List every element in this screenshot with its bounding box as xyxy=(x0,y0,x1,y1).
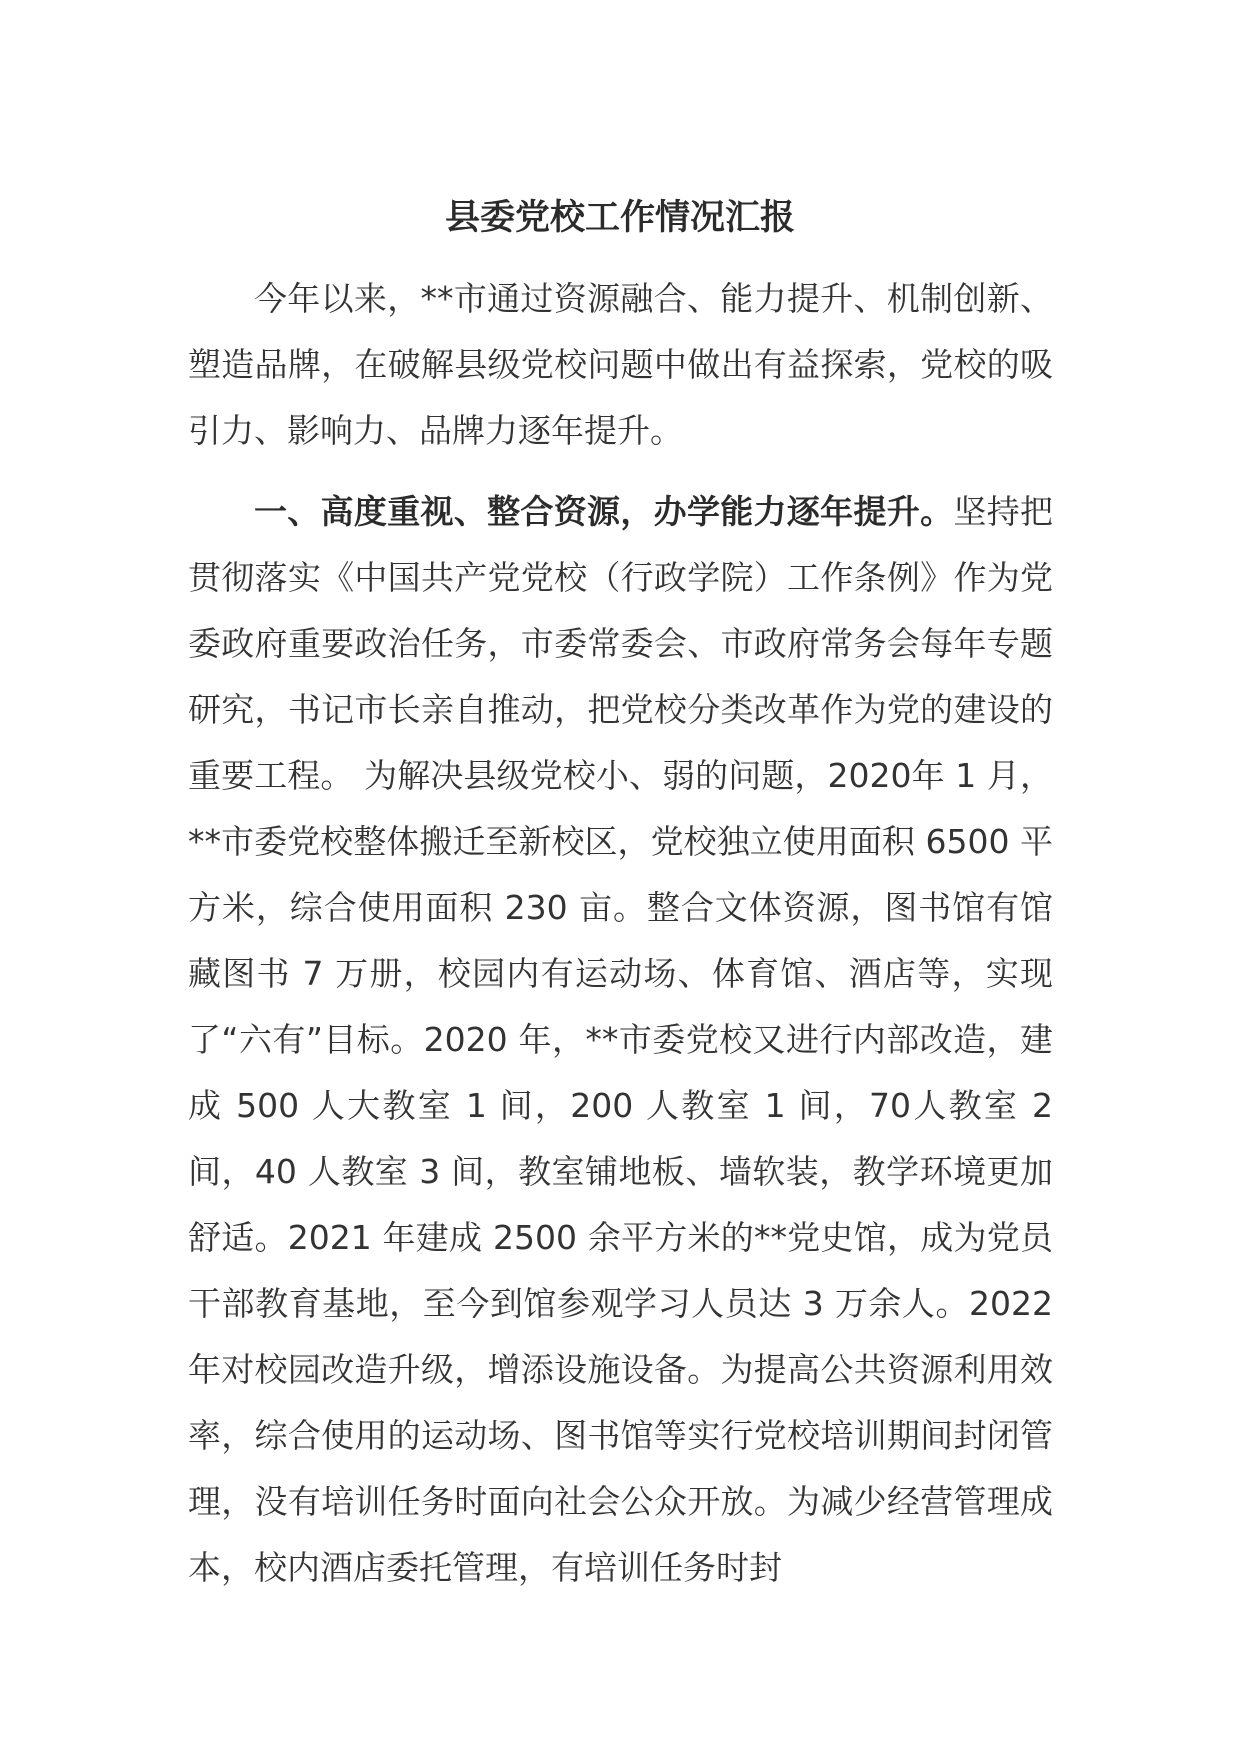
paragraph-intro xyxy=(188,266,1053,464)
paragraph-section-one xyxy=(188,479,1053,1601)
section-one-text: 坚持把贯彻落实《中国共产党党校（行政学院）工作条例》作为党委政府重要政治任务，市委常委会、市政府常务会每年专题研究，书记市长亲自推动，把党校分类改革作为党的建设的重要工程。 为解决县级党校小、弱的问题，2020年 1 月，**市委党校整体搬迁至新校区，党校独立使用面积 6500 平方米，综合使用面积 230 亩。整合文体资源，图书馆有馆藏图书 7 万册，校园内有运动场、体育馆、酒店等，实现了“六有”目标。2020 年，**市委党校又进行内部改造，建成 500 人大教室 1 间，200 人教室 1 间，70人教室 2 间，40 人教室 3 间，教室铺地板、墙软装，教学环境更加舒适。2021 年建成 2500 余平方米的**党史馆，成为党员干部教育基地，至今到馆参观学习人员达 3 万余人。2022 年对校园改造升级，增添设施设备。为提高公共资源利用效率，综合使用的运动场、图书馆等实行党校培训期间封闭管理，没有培训任务时面向社会公众开放。为减少经营管理成本，校内酒店委托管理，有培训任务时封 xyxy=(188,492,1054,1587)
paragraph-intro-text: 今年以来，**市通过资源融合、能力提升、机制创新、塑造品牌，在破解县级党校问题中做出有益探索，党校的吸引力、影响力、品牌力逐年提升。 xyxy=(188,279,1053,450)
section-one-heading: 一、高度重视、整合资源，办学能力逐年提升。 xyxy=(254,492,954,531)
document-title: 县委党校工作情况汇报 xyxy=(444,198,795,238)
